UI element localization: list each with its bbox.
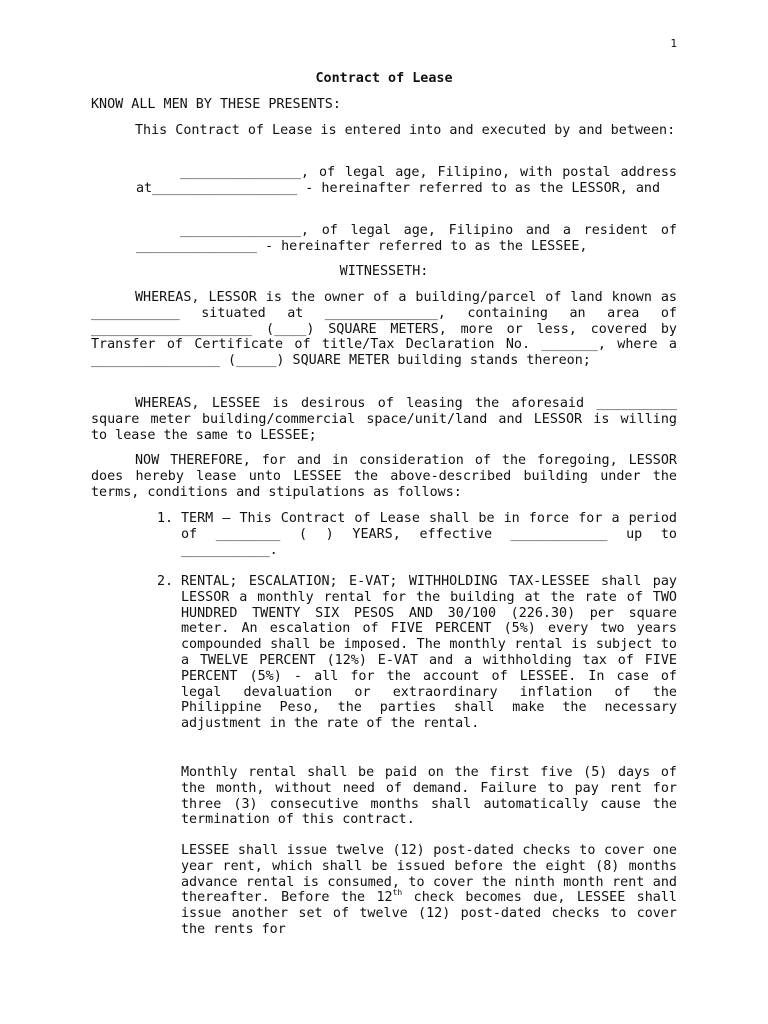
intro-paragraph: This Contract of Lease is entered into and executed by and between:: [135, 123, 676, 138]
clause-2-number: 2.: [157, 574, 174, 589]
clause-1-number: 1.: [157, 511, 174, 526]
clause-2-checks-paragraph: [181, 843, 677, 938]
lessor-party-paragraph: _______________, of legal age, Filipino, with postal address at__________________ - hereinafter referred to as the LESSOR, and: [136, 165, 677, 196]
document-title: Contract of Lease: [315, 71, 453, 86]
ordinal-suffix: th: [392, 888, 403, 898]
whereas-paragraph-1: WHEREAS, LESSOR is the owner of a building/parcel of land known as ___________ situated at ______________, containing an area of ____________________ (____) SQUARE METERS, more or less, covered by Transfer of Certificate of title/Tax Declaration No. _______, where a ________________ (_____) SQUARE METER building stands thereon;: [91, 290, 677, 369]
lessee-party-paragraph: _______________, of legal age, Filipino and a resident of _______________ - hereinafter referred to as the LESSEE,: [136, 223, 677, 254]
whereas-paragraph-2: WHEREAS, LESSEE is desirous of leasing the aforesaid __________ square meter building/commercial space/unit/land and LESSOR is willing to lease the same to LESSEE;: [91, 396, 677, 443]
preamble: KNOW ALL MEN BY THESE PRESENTS:: [91, 97, 341, 112]
checks-text-part-2: check becomes due, LESSEE shall issue another set of twelve (12) post-dated checks to cover the rents for: [181, 890, 677, 937]
now-therefore-paragraph: NOW THEREFORE, for and in consideration of the foregoing, LESSOR does hereby lease unto LESSEE the above-described building under the terms, conditions and stipulations as follows:: [91, 453, 677, 500]
clause-1-term: TERM – This Contract of Lease shall be in force for a period of ________ ( ) YEARS, effective ____________ up to ___________.: [181, 511, 677, 558]
checks-text-part-1: LESSEE shall issue twelve (12) post-dated checks to cover one year rent, which shall be issued before the eight (8) months advance rental is consumed, to cover the ninth month rent and thereafter. Before the 12: [181, 843, 677, 906]
witnesseth-heading: WITNESSETH:: [339, 264, 429, 279]
page-number: 1: [670, 37, 677, 50]
clause-2-payment-paragraph: Monthly rental shall be paid on the first five (5) days of the month, without need of demand. Failure to pay rent for three (3) consecutive months shall automatically cause the termination of this contract.: [181, 765, 677, 828]
clause-2-rental: RENTAL; ESCALATION; E-VAT; WITHHOLDING TAX-LESSEE shall pay LESSOR a monthly rental for the building at the rate of TWO HUNDRED TWENTY SIX PESOS AND 30/100 (226.30) per square meter. An escalation of FIVE PERCENT (5%) every two years compounded shall be imposed. The monthly rental is subject to a TWELVE PERCENT (12%) E-VAT and a withholding tax of FIVE PERCENT (5%) - all for the account of LESSEE. In case of legal devaluation or extraordinary inflation of the Philippine Peso, the parties shall make the necessary adjustment in the rate of the rental.: [181, 574, 677, 732]
